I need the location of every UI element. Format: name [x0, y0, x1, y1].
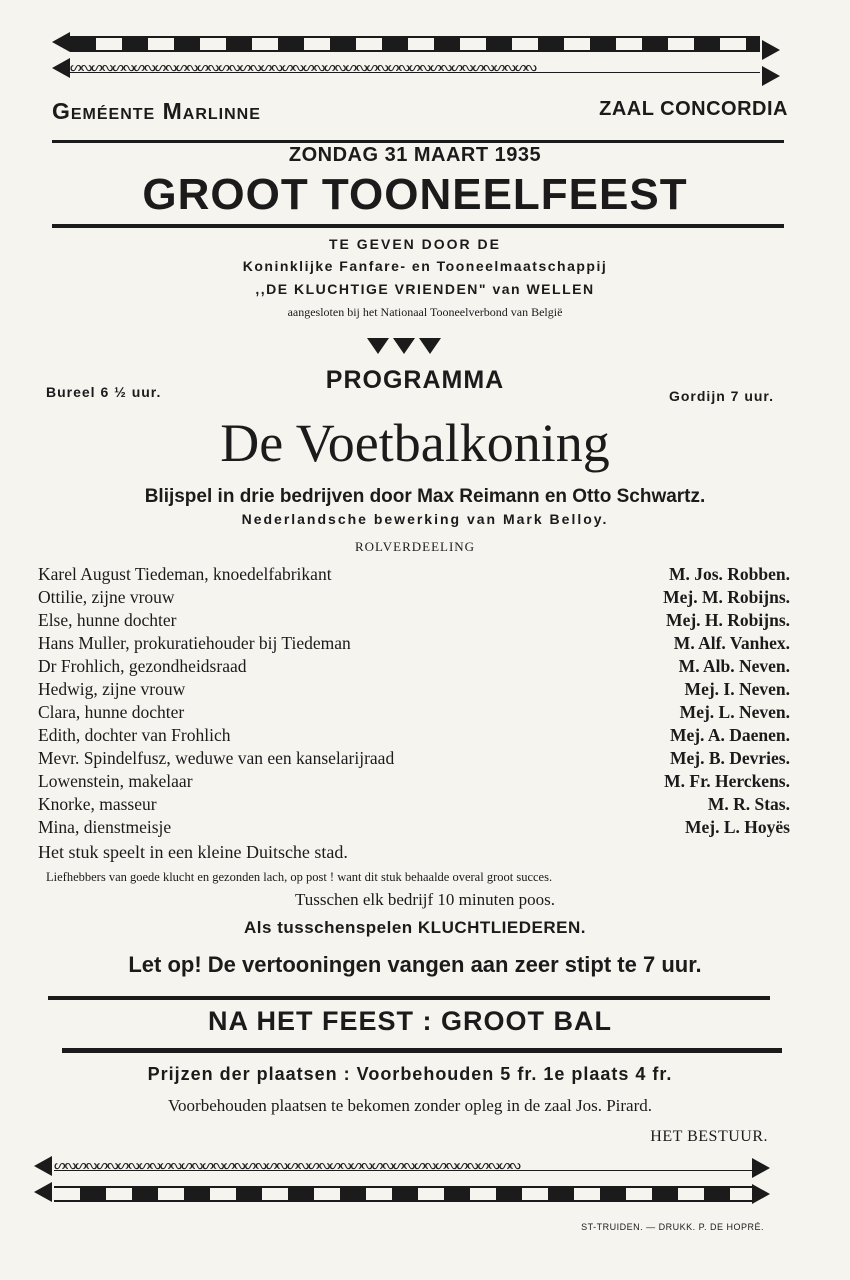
cast-row [38, 748, 790, 770]
cast-actor: Mej. H. Robijns. [666, 610, 790, 630]
hall: ZAAL CONCORDIA [599, 98, 788, 120]
cast-role: Hans Muller, prokuratiehouder bij Tiedeman [38, 633, 351, 653]
adaptation: Nederlandsche bewerking van Mark Belloy. [241, 511, 609, 527]
cast-role: Karel August Tiedeman, knoedelfabrikant [38, 564, 332, 584]
cast-row [38, 564, 790, 586]
signature: HET BESTUUR. [650, 1128, 768, 1145]
cast-actor: Mej. B. Devries. [669, 748, 790, 768]
event-title: GROOT TOONEELFEEST [142, 170, 688, 219]
cast-row [38, 725, 790, 747]
divider [48, 996, 770, 1000]
setting-note: Het stuk speelt in een kleine Duitsche stad. [38, 842, 348, 862]
ball-announcement: NA HET FEEST : GROOT BAL [208, 1006, 612, 1036]
organizer-line: Koninklijke Fanfare- en Tooneelmaatschappij [242, 258, 608, 274]
cast-actor: Mej. L. Hoyës [685, 817, 790, 837]
cast-role: Mevr. Spindelfusz, weduwe van een kanselarijraad [38, 748, 395, 768]
triangles-ornament [367, 336, 447, 356]
cast-role: Mina, dienstmeisje [38, 817, 172, 837]
cast-actor: Mej. A. Daenen. [669, 725, 790, 745]
arrow-right-icon [762, 66, 780, 86]
cast-row [38, 610, 790, 632]
cast-actor: M. R. Stas. [707, 794, 790, 814]
cast-actor: Mej. M. Robijns. [663, 587, 790, 607]
divider [52, 224, 784, 228]
cast-row [38, 633, 790, 655]
arrow-right-icon [752, 1158, 770, 1178]
curtain-time: Gordijn 7 uur. [668, 388, 774, 404]
play-subtitle: Blijspel in drie bedrijven door Max Reimann en Otto Schwartz. [144, 486, 706, 507]
organizer-line: TE GEVEN DOOR DE [328, 236, 502, 252]
reservation-note: Voorbehouden plaatsen te bekomen zonder opleg in de zaal Jos. Pirard. [167, 1096, 653, 1115]
arrow-left-icon [52, 58, 70, 78]
divider [52, 140, 784, 143]
cast-role: Knorke, masseur [38, 794, 157, 814]
prices-line: Prijzen der plaatsen : Voorbehouden 5 fr. 1e plaats 4 fr. [147, 1064, 673, 1084]
triangles-icon [367, 336, 447, 356]
play-title: De Voetbalkoning [220, 413, 610, 473]
scroll-ornament: ᔕᔓᔕᔓᔕᔓᔕᔓᔕᔓᔕᔓᔕᔓᔕᔓᔕᔓᔕᔓᔕᔓᔕᔓᔕᔓᔕᔓᔕᔓᔕᔓᔕᔓᔕᔓᔕᔓᔕᔓᔕᔓᔕᔓ [54, 1160, 752, 1171]
cast-actor: M. Alf. Vanhex. [673, 633, 790, 653]
cast-heading: ROLVERDEELING [354, 539, 476, 554]
municipality: Geméente Marlinne [52, 98, 261, 124]
cast-role: Lowenstein, makelaar [38, 771, 193, 791]
cast-row [38, 702, 790, 724]
cast-row [38, 794, 790, 816]
event-date: ZONDAG 31 MAART 1935 [288, 144, 542, 166]
cast-actor: M. Alb. Neven. [678, 656, 790, 676]
cast-row [38, 656, 790, 678]
printer-credit: ST-TRUIDEN. — DRUKK. P. DE HOPRÉ. [581, 1222, 764, 1232]
cast-role: Ottilie, zijne vrouw [38, 587, 175, 607]
divider [62, 1048, 782, 1053]
organizer-name: ,,DE KLUCHTIGE VRIENDEN" van WELLEN [255, 281, 595, 297]
scroll-ornament: ᔕᔓᔕᔓᔕᔓᔕᔓᔕᔓᔕᔓᔕᔓᔕᔓᔕᔓᔕᔓᔕᔓᔕᔓᔕᔓᔕᔓᔕᔓᔕᔓᔕᔓᔕᔓᔕᔓᔕᔓᔕᔓᔕᔓ [70, 62, 760, 73]
office-open: Bureel 6 ½ uur. [46, 384, 162, 400]
checker-band [70, 36, 760, 52]
cast-row [38, 817, 790, 839]
program-heading: PROGRAMMA [325, 366, 505, 394]
checker-band [54, 1186, 752, 1202]
cast-role: Dr Frohlich, gezondheidsraad [38, 656, 247, 676]
pause-note: Tusschen elk bedrijf 10 minuten poos. [294, 890, 556, 909]
cast-role: Hedwig, zijne vrouw [38, 679, 186, 699]
cast-role: Clara, hunne dochter [38, 702, 185, 722]
cast-actor: M. Jos. Robben. [668, 564, 790, 584]
cast-role: Else, hunne dochter [38, 610, 177, 630]
organizer-line: aangesloten bij het Nationaal Tooneelverbond van België [287, 305, 563, 319]
cast-role: Edith, dochter van Frohlich [38, 725, 231, 745]
start-note: Let op! De vertooningen vangen aan zeer stipt te 7 uur. [128, 952, 702, 977]
arrow-left-icon [52, 32, 70, 52]
arrow-right-icon [762, 40, 780, 60]
cast-actor: M. Fr. Herckens. [664, 771, 790, 791]
intermission-note: Als tusschenspelen KLUCHTLIEDEREN. [244, 918, 586, 937]
cast-row [38, 679, 790, 701]
arrow-left-icon [34, 1156, 52, 1176]
arrow-left-icon [34, 1182, 52, 1202]
arrow-right-icon [752, 1184, 770, 1204]
fans-note: Liefhebbers van goede klucht en gezonden lach, op post ! want dit stuk behaalde overal groot succes. [46, 870, 553, 884]
cast-actor: Mej. L. Neven. [679, 702, 790, 722]
cast-actor: Mej. I. Neven. [684, 679, 790, 699]
cast-row [38, 587, 790, 609]
cast-row [38, 771, 790, 793]
